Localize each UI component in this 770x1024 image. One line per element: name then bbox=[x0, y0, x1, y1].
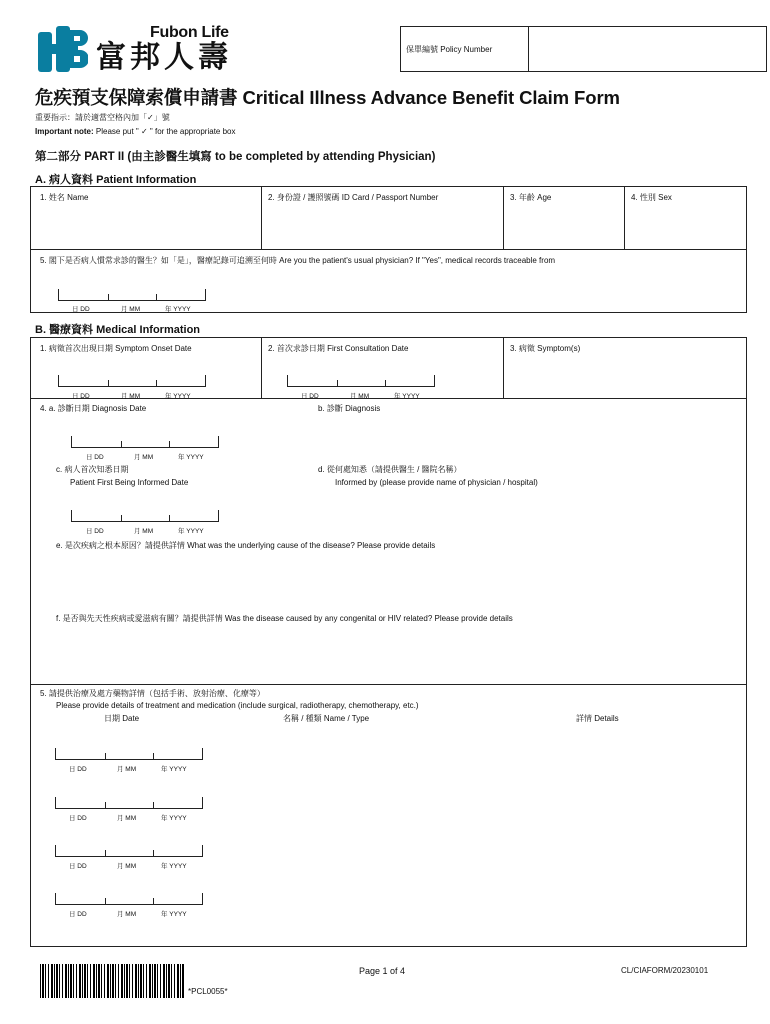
barcode bbox=[40, 964, 184, 998]
diagnosis-date-label: 4. a. 診斷日期 Diagnosis Date bbox=[40, 404, 147, 413]
informed-by-label-zh: d. 從何處知悉（請提供醫生 / 醫院名稱） bbox=[318, 465, 462, 474]
treatment-date-2-yyyy: 年 YYYY bbox=[161, 815, 187, 822]
barcode-text: *PCL0055* bbox=[188, 987, 228, 996]
treatment-date-2-mm: 月 MM bbox=[117, 815, 137, 822]
treatment-date-3-yyyy: 年 YYYY bbox=[161, 863, 187, 870]
usual-physician-label: 5. 閣下是否病人慣常求診的醫生？如「是」，醫療記錄可追溯至何時 Are you the patient's usual physician? If "Yes", medical records traceable from bbox=[40, 256, 556, 265]
patient-age-field[interactable] bbox=[504, 203, 623, 248]
diagnosis-field[interactable] bbox=[316, 414, 736, 458]
diagnosis-date-box[interactable] bbox=[71, 436, 219, 448]
treatment-date-box-1[interactable] bbox=[55, 748, 203, 760]
important-note-en-text: Please put " ✓ " for the appropriate box bbox=[95, 127, 236, 136]
fubon-logo-mark bbox=[38, 26, 88, 72]
patient-age-label: 3. 年齡 Age bbox=[510, 193, 552, 202]
records-date-box[interactable] bbox=[58, 289, 206, 301]
treatment-date-4-dd: 日 DD bbox=[69, 911, 87, 918]
onset-date-dd: 日 DD bbox=[72, 393, 90, 400]
treatment-date-4-mm: 月 MM bbox=[117, 911, 137, 918]
treatment-date-1-yyyy: 年 YYYY bbox=[161, 766, 187, 773]
treatment-date-box-3[interactable] bbox=[55, 845, 203, 857]
records-date-dd: 日 DD bbox=[72, 306, 90, 313]
patient-sex-label: 4. 性別 Sex bbox=[631, 193, 672, 202]
treatment-label-zh: 5. 請提供治療及處方藥物詳情（包括手術、放射治療、化療等） bbox=[40, 689, 265, 698]
page-number: Page 1 of 4 bbox=[359, 966, 406, 976]
patient-id-field[interactable] bbox=[262, 203, 502, 248]
logo-brand-en: Fubon Life bbox=[150, 24, 229, 41]
onset-date-label: 1. 病徵首次出現日期 Symptom Onset Date bbox=[40, 344, 192, 353]
diagnosis-date-mm: 月 MM bbox=[134, 454, 154, 461]
symptom-field[interactable] bbox=[504, 354, 746, 397]
treatment-col-name: 名稱 / 種類 Name / Type bbox=[283, 714, 370, 723]
symptom-label: 3. 病徵 Symptom(s) bbox=[510, 344, 581, 353]
treatment-date-3-dd: 日 DD bbox=[69, 863, 87, 870]
informed-by-label-en: Informed by (please provide name of physician / hospital) bbox=[335, 478, 538, 487]
patient-name-label: 1. 姓名 Name bbox=[40, 193, 89, 202]
informed-date-label-en: Patient First Being Informed Date bbox=[70, 478, 189, 487]
treatment-date-box-4[interactable] bbox=[55, 893, 203, 905]
section-b-title: B. 醫療資料 Medical Information bbox=[35, 324, 201, 336]
form-code: CL/CIAFORM/20230101 bbox=[621, 966, 709, 975]
policy-number-label: 保單編號 Policy Number bbox=[406, 45, 493, 54]
fubon-logo bbox=[38, 26, 243, 74]
onset-date-box[interactable] bbox=[58, 375, 206, 387]
underlying-cause-label: e. 是次疾病之根本原因？請提供詳情 What was the underlying cause of the disease? Please provide details bbox=[56, 541, 436, 550]
important-note-en-bold: Important note: bbox=[35, 127, 94, 136]
consult-date-box[interactable] bbox=[287, 375, 435, 387]
consult-date-yyyy: 年 YYYY bbox=[394, 393, 420, 400]
treatment-label-en: Please provide details of treatment and medication (include surgical, radiotherapy, chemotherapy, etc.) bbox=[56, 701, 419, 710]
diagnosis-date-dd: 日 DD bbox=[86, 454, 104, 461]
records-date-yyyy: 年 YYYY bbox=[165, 306, 191, 313]
records-date-mm: 月 MM bbox=[121, 306, 141, 313]
important-note-zh: 重要指示：請於適當空格內加「✓」號 bbox=[35, 113, 170, 122]
informed-by-field[interactable] bbox=[333, 490, 733, 530]
logo-brand-zh: 富邦人壽 bbox=[96, 41, 232, 74]
part-heading: 第二部分 PART II (由主診醫生填寫 to be completed by attending Physician) bbox=[35, 151, 436, 163]
onset-date-mm: 月 MM bbox=[121, 393, 141, 400]
form-title: 危疾預支保障索償申請書 Critical Illness Advance Benefit Claim Form bbox=[35, 87, 620, 108]
onset-date-yyyy: 年 YYYY bbox=[165, 393, 191, 400]
informed-date-dd: 日 DD bbox=[86, 528, 104, 535]
underlying-cause-field[interactable] bbox=[56, 552, 736, 608]
treatment-date-2-dd: 日 DD bbox=[69, 815, 87, 822]
treatment-date-4-yyyy: 年 YYYY bbox=[161, 911, 187, 918]
congenital-hiv-label: f. 是否與先天性疾病或愛滋病有關？請提供詳情 Was the disease caused by any congenital or HIV related? Please provide details bbox=[56, 614, 513, 623]
important-note-en bbox=[35, 127, 235, 136]
treatment-col-date: 日期 Date bbox=[104, 714, 140, 723]
informed-date-yyyy: 年 YYYY bbox=[178, 528, 204, 535]
diagnosis-label: b. 診斷 Diagnosis bbox=[318, 404, 381, 413]
treatment-date-3-mm: 月 MM bbox=[117, 863, 137, 870]
consult-date-dd: 日 DD bbox=[301, 393, 319, 400]
informed-date-mm: 月 MM bbox=[134, 528, 154, 535]
diagnosis-date-yyyy: 年 YYYY bbox=[178, 454, 204, 461]
patient-id-label: 2. 身份證 / 護照號碼 ID Card / Passport Number bbox=[268, 193, 439, 202]
policy-number-input[interactable] bbox=[530, 27, 766, 71]
informed-date-box[interactable] bbox=[71, 510, 219, 522]
consult-date-mm: 月 MM bbox=[350, 393, 370, 400]
informed-date-label-zh: c. 病人首次知悉日期 bbox=[56, 465, 129, 474]
patient-name-field[interactable] bbox=[31, 203, 260, 248]
patient-sex-field[interactable] bbox=[625, 203, 746, 248]
treatment-name-field[interactable] bbox=[260, 730, 500, 940]
treatment-date-1-mm: 月 MM bbox=[117, 766, 137, 773]
treatment-date-box-2[interactable] bbox=[55, 797, 203, 809]
section-a-title: A. 病人資料 Patient Information bbox=[35, 174, 197, 186]
treatment-details-field[interactable] bbox=[510, 730, 740, 940]
consult-date-label: 2. 首次求診日期 First Consultation Date bbox=[268, 344, 409, 353]
congenital-hiv-field[interactable] bbox=[56, 625, 736, 681]
treatment-col-details: 詳情 Details bbox=[576, 714, 619, 723]
treatment-date-1-dd: 日 DD bbox=[69, 766, 87, 773]
